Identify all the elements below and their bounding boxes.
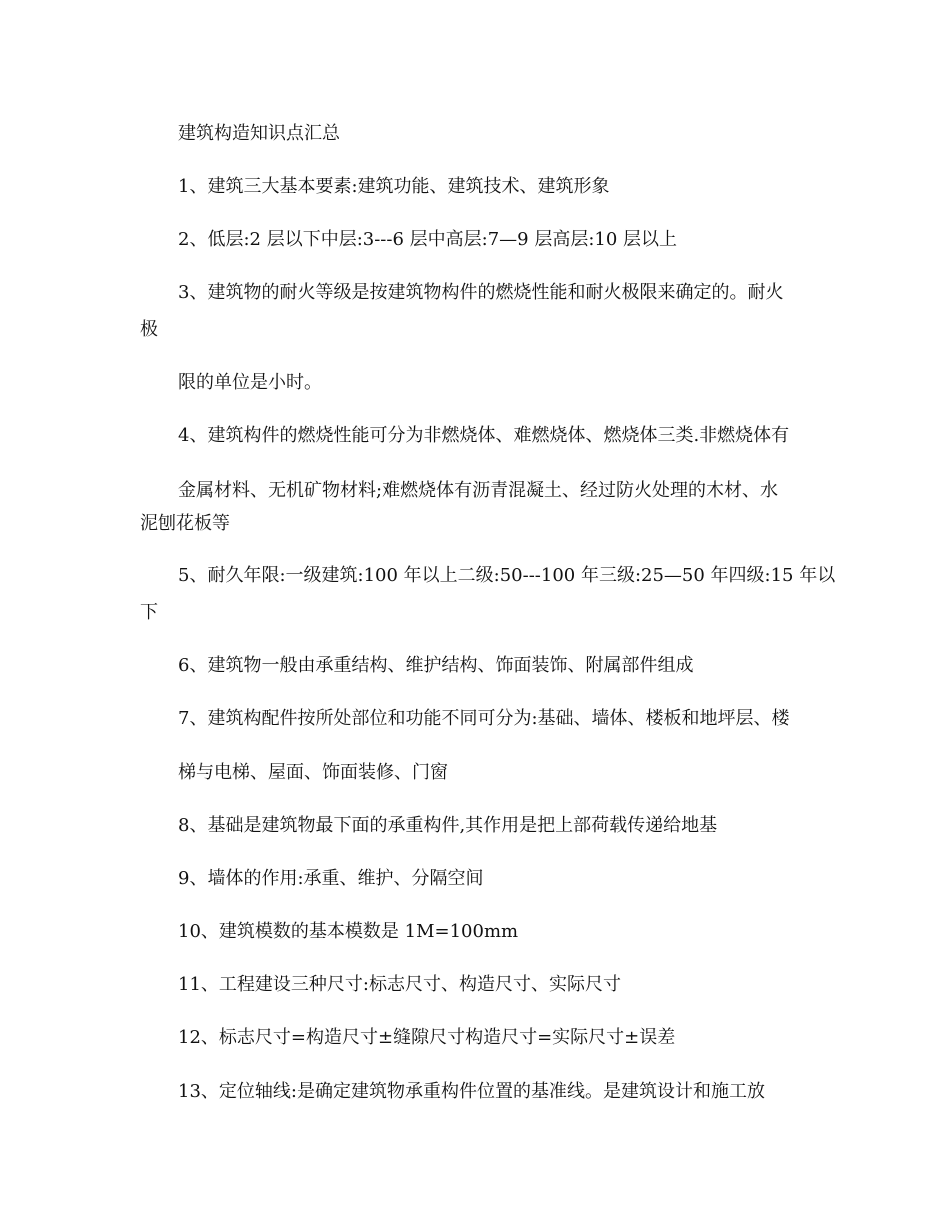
text-line: 泥刨花板等: [140, 513, 230, 534]
text-line: 13、定位轴线:是确定建筑物承重构件位置的基准线。是建筑设计和施工放: [178, 1081, 765, 1102]
text-line: 1、建筑三大基本要素:建筑功能、建筑技术、建筑形象: [178, 176, 610, 197]
text-line: 10、建筑模数的基本模数是 1M=100mm: [178, 921, 519, 942]
text-line: 6、建筑物一般由承重结构、维护结构、饰面装饰、附属部件组成: [178, 655, 694, 676]
text-line: 3、建筑物的耐火等级是按建筑物构件的燃烧性能和耐火极限来确定的。耐火: [178, 282, 784, 303]
text-line: 4、建筑构件的燃烧性能可分为非燃烧体、难燃烧体、燃烧体三类.非燃烧体有: [178, 425, 790, 446]
text-line: 下: [140, 602, 158, 623]
document-title: 建筑构造知识点汇总: [178, 123, 340, 144]
text-line: 限的单位是小时。: [178, 372, 322, 393]
text-line: 金属材料、无机矿物材料;难燃烧体有沥青混凝土、经过防火处理的木材、水: [178, 480, 779, 501]
text-line: 9、墙体的作用:承重、维护、分隔空间: [178, 868, 484, 889]
text-line: 梯与电梯、屋面、饰面装修、门窗: [178, 762, 448, 783]
text-line: 极: [140, 319, 158, 340]
text-line: 11、工程建设三种尺寸:标志尺寸、构造尺寸、实际尺寸: [178, 974, 621, 995]
text-line: 7、建筑构配件按所处部位和功能不同可分为:基础、墙体、楼板和地坪层、楼: [178, 708, 790, 729]
text-line: 12、标志尺寸=构造尺寸±缝隙尺寸构造尺寸=实际尺寸±误差: [178, 1027, 676, 1048]
text-line: 5、耐久年限:一级建筑:100 年以上二级:50---100 年三级:25—50 年四级:15 年以: [178, 565, 836, 586]
text-line: 2、低层:2 层以下中层:3---6 层中高层:7—9 层高层:10 层以上: [178, 229, 678, 250]
text-line: 8、基础是建筑物最下面的承重构件,其作用是把上部荷载传递给地基: [178, 815, 718, 836]
